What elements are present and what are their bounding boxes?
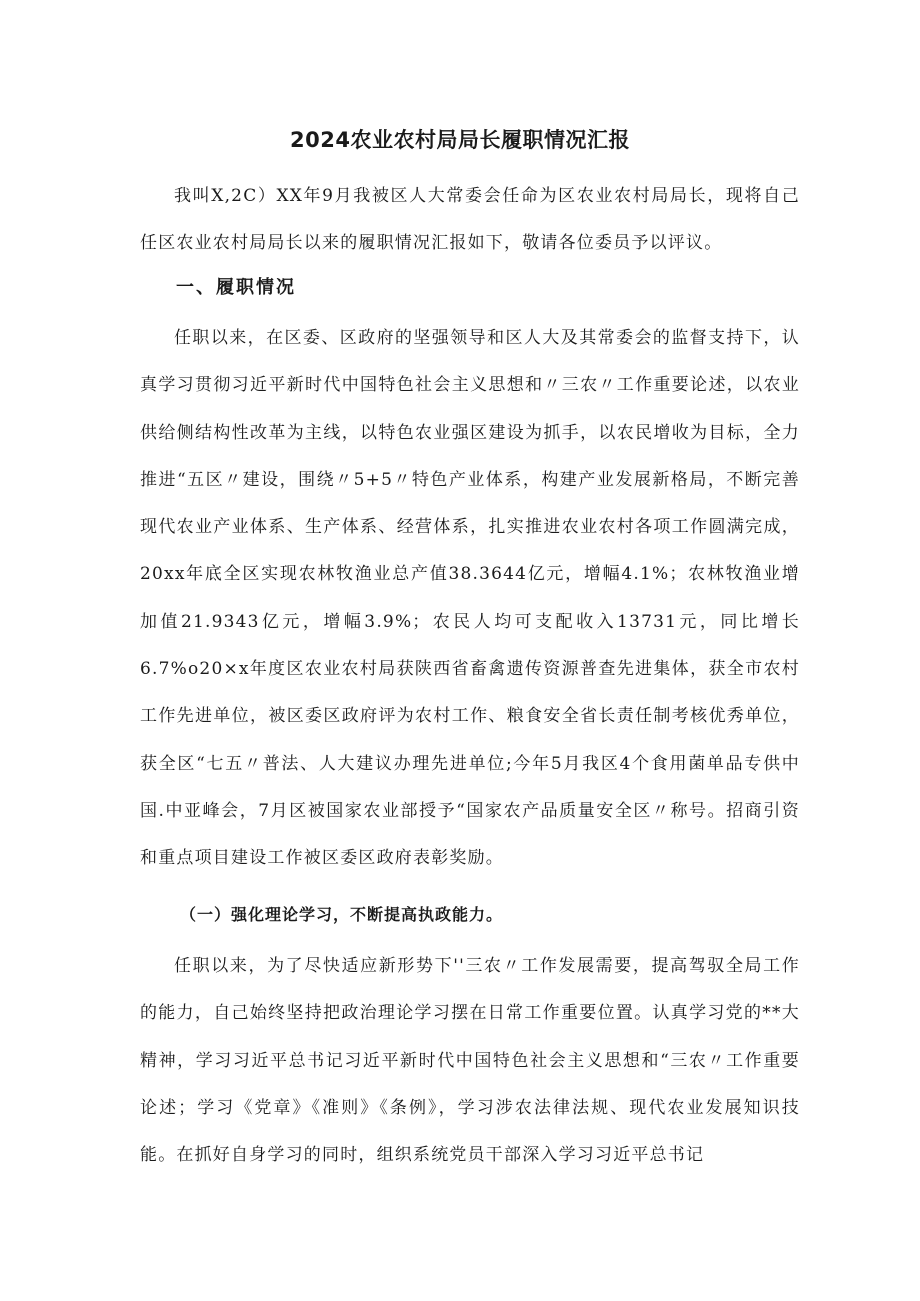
- subsection-heading-theory-study: （一）强化理论学习，不断提高执政能力。: [180, 905, 504, 924]
- theory-study-paragraph: 任职以来，为了尽快适应新形势下''三农〃工作发展需要，提高驾驭全局工作的能力，自己始终坚持把政治理论学习摆在日常工作重要位置。认真学习党的**大精神，学习习近平总书记习近平新时代中国特色社会主义思想和“三农〃工作重要论述；学习《党章》《准则》《条例》，学习涉农法律法规、现代农业发展知识技能。在抓好自身学习的同时，组织系统党员干部深入学习习近平总书记: [140, 956, 800, 1166]
- performance-paragraph: 任职以来，在区委、区政府的坚强领导和区人大及其常委会的监督支持下，认真学习贯彻习近平新时代中国特色社会主义思想和〃三农〃工作重要论述，以农业供给侧结构性改革为主线，以特色农业强区建设为抓手，以农民增收为目标，全力推进“五区〃建设，围绕〃5+5〃特色产业体系，构建产业发展新格局，不断完善现代农业产业体系、生产体系、经营体系，扎实推进农业农村各项工作圆满完成，20xx年底全区实现农林牧渔业总产值38.3644亿元，增幅4.1%；农林牧渔业增加值21.9343亿元，增幅3.9%；农民人均可支配收入13731元，同比增长6.7%o20×x年度区农业农村局获陕西省畜禽遗传资源普查先进集体，获全市农村工作先进单位，被区委区政府评为农村工作、粮食安全省长责任制考核优秀单位，获全区“七五〃普法、人大建议办理先进单位;今年5月我区4个食用菌单品专供中国.中亚峰会，7月区被国家农业部授予“国家农产品质量安全区〃称号。招商引资和重点项目建设工作被区委区政府表彰奖励。: [140, 328, 800, 869]
- section-heading-performance: 一、履职情况: [176, 277, 296, 298]
- document-title: 2024农业农村局局长履职情况汇报: [290, 128, 630, 152]
- intro-paragraph: 我叫X,2C）XX年9月我被区人大常委会任命为区农业农村局局长，现将自己任区农业农村局局长以来的履职情况汇报如下，敬请各位委员予以评议。: [140, 186, 800, 254]
